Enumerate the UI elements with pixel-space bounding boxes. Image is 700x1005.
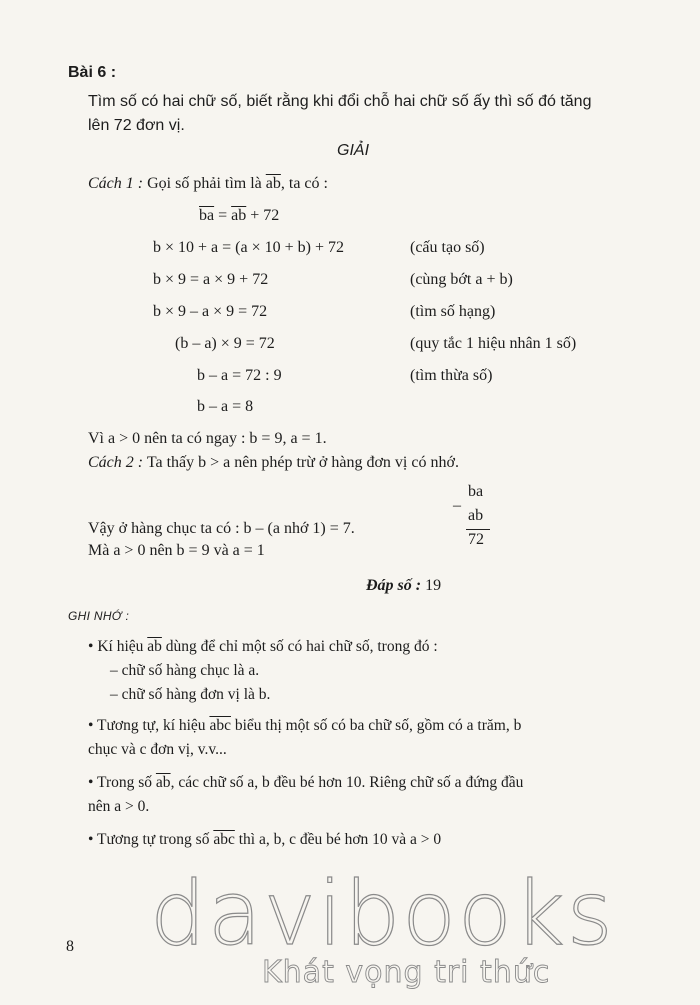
step-3-note: (tìm số hạng): [410, 303, 496, 320]
note-1-sub-2: – chữ số hàng đơn vị là b.: [110, 686, 271, 703]
equation-initial: [199, 207, 279, 225]
note-3-pre: Trong số: [97, 774, 156, 791]
method1-conclusion: Vì a > 0 nên ta có ngay : b = 9, a = 1.: [88, 430, 327, 447]
method1-intro: [88, 175, 328, 193]
note-2-pre: Tương tự, kí hiệu: [97, 717, 210, 734]
note-4-var: $\overline{abc}$: [213, 831, 235, 848]
step-2-note: (cùng bớt a + b): [410, 271, 513, 288]
step-6-equation: b – a = 8: [197, 398, 254, 415]
eq0-ba: $\overline{ba}$: [199, 207, 215, 224]
note-1-sub-1: – chữ số hàng chục là a.: [110, 662, 260, 679]
bullet-icon: •: [88, 638, 94, 655]
step-1-equation: b × 10 + a = (a × 10 + b) + 72: [153, 239, 344, 256]
note-3-post: , các chữ số a, b đều bé hơn 10. Riêng chữ số a đứng đầu: [170, 774, 524, 791]
note-bullet-2: [88, 717, 521, 735]
bullet-icon: •: [88, 774, 94, 791]
note-4-pre: Tương tự trong số: [97, 831, 214, 848]
eq0-equals: =: [214, 207, 232, 224]
answer-label: Đáp số :: [366, 577, 422, 594]
subtraction-bottom: ab: [468, 507, 484, 524]
method1-intro-var: $\overline{ab}$: [265, 175, 281, 192]
note-bullet-1: [88, 638, 438, 656]
note-bullet-4: [88, 831, 441, 849]
answer: [366, 577, 441, 595]
problem-line-1: Tìm số có hai chữ số, biết rằng khi đổi chỗ hai chữ số ấy thì số đó tăng: [88, 93, 592, 110]
page-number: 8: [66, 938, 74, 955]
step-1-note: (cấu tạo số): [410, 239, 485, 256]
step-2-equation: b × 9 = a × 9 + 72: [153, 271, 269, 288]
method2-line-3: Mà a > 0 nên b = 9 và a = 1: [88, 542, 265, 559]
note-2-line-2: chục và c đơn vị, v.v...: [88, 741, 227, 758]
method2-line-2: Vậy ở hàng chục ta có : b – (a nhớ 1) = 7.: [88, 520, 355, 537]
subtraction-result: 72: [468, 531, 484, 548]
note-1-post: dùng để chỉ một số có hai chữ số, trong đó :: [161, 638, 438, 655]
bullet-icon: •: [88, 717, 94, 734]
answer-value: 19: [425, 577, 442, 594]
note-bullet-3: [88, 774, 523, 792]
bullet-icon: •: [88, 831, 94, 848]
step-5-equation: b – a = 72 : 9: [197, 367, 282, 384]
note-3-var: $\overline{ab}$: [155, 774, 171, 791]
note-2-post: biểu thị một số có ba chữ số, gồm có a trăm, b: [230, 717, 522, 734]
method1-intro-pre: Gọi số phải tìm là: [147, 175, 266, 192]
eq0-plus: + 72: [246, 207, 280, 224]
method2-text: Ta thấy b > a nên phép trừ ở hàng đơn vị có nhớ.: [146, 454, 459, 471]
method1-intro-post: , ta có :: [280, 175, 328, 192]
step-4-note: (quy tắc 1 hiệu nhân 1 số): [410, 335, 577, 352]
method2-line-1: [88, 454, 459, 472]
note-1-pre: Kí hiệu: [97, 638, 148, 655]
step-5-note: (tìm thừa số): [410, 367, 493, 384]
subtraction-rule: [466, 529, 490, 530]
note-2-var: $\overline{abc}$: [209, 717, 231, 734]
step-4-equation: (b – a) × 9 = 72: [175, 335, 275, 352]
subtraction-sign: –: [453, 497, 461, 514]
eq0-ab: $\overline{ab}$: [231, 207, 247, 224]
method1-label: Cách 1 :: [88, 175, 144, 192]
ghi-nho-heading: GHI NHỚ :: [68, 609, 130, 623]
problem-line-2: lên 72 đơn vị.: [88, 117, 185, 134]
watermark-logo: davibooks: [150, 862, 615, 965]
note-1-var: $\overline{ab}$: [147, 638, 162, 655]
exercise-title: Bài 6 :: [68, 64, 117, 81]
watermark-tagline: Khát vọng tri thức: [262, 955, 551, 990]
subtraction-top: ba: [468, 483, 484, 500]
method2-label: Cách 2 :: [88, 454, 144, 471]
note-4-post: thì a, b, c đều bé hơn 10 và a > 0: [234, 831, 442, 848]
solution-heading: GIẢI: [337, 142, 370, 159]
step-3-equation: b × 9 – a × 9 = 72: [153, 303, 268, 320]
note-3-line-2: nên a > 0.: [88, 798, 150, 815]
